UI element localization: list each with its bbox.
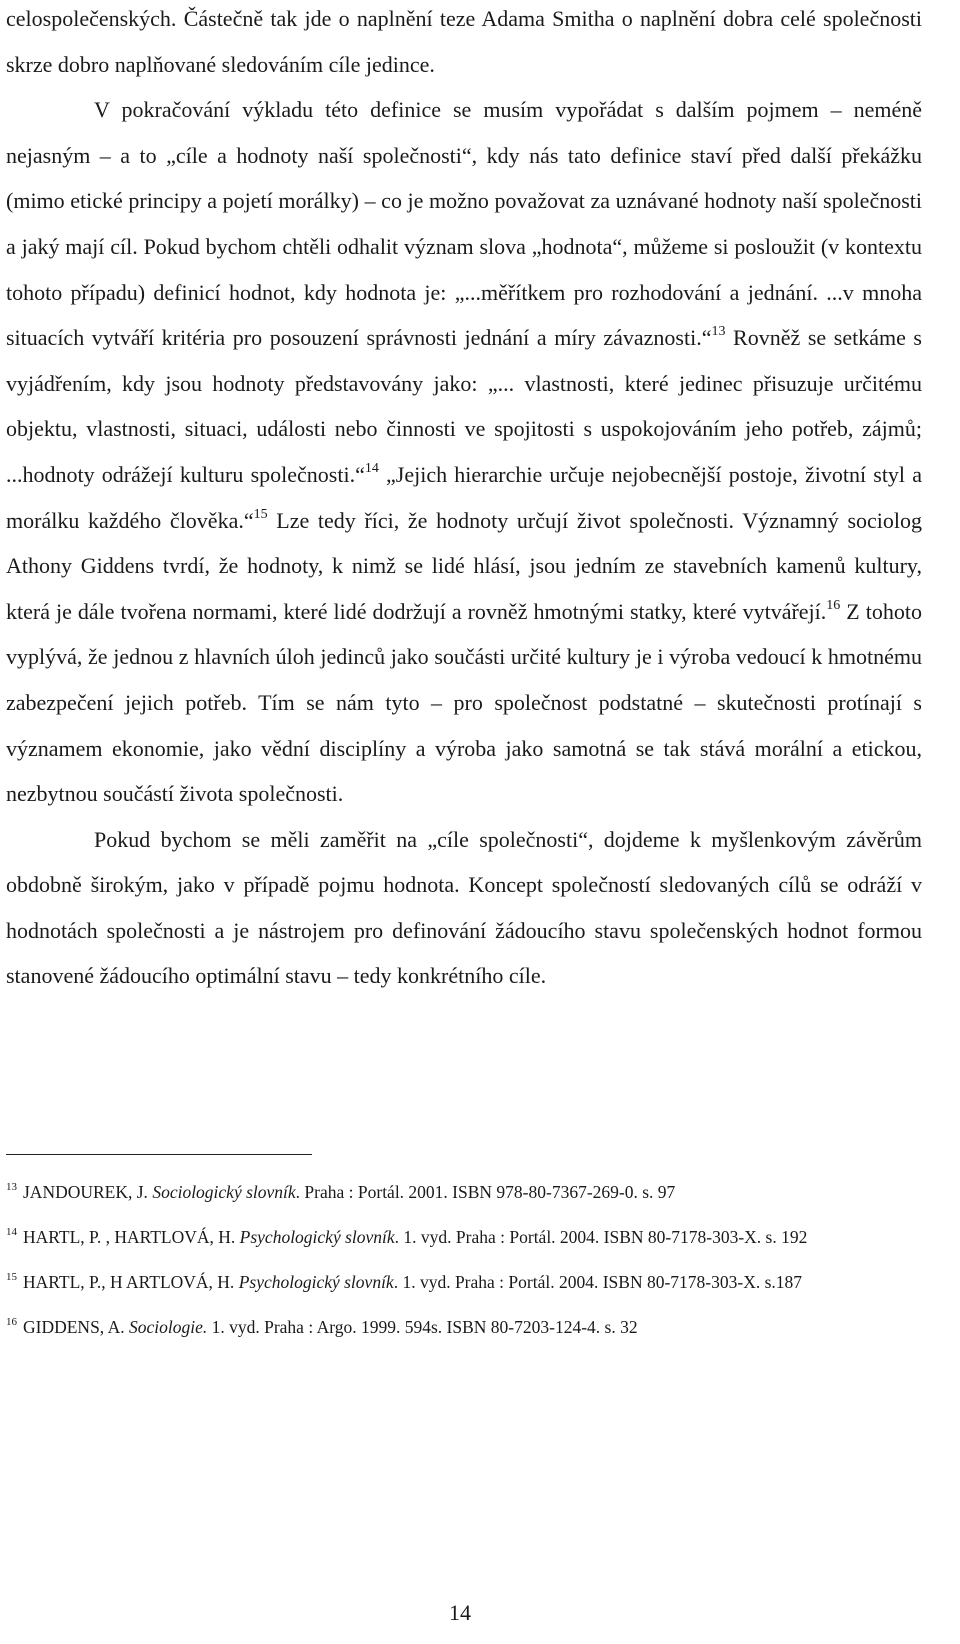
footnote (6, 1315, 922, 1340)
footnote-number: 15 (6, 1271, 17, 1283)
body-text (6, 0, 922, 999)
footnote (6, 1180, 922, 1205)
footnote-author: GIDDENS, A. (23, 1317, 129, 1337)
text-run: „Jejich hierarchie určuje nejobecnější postoje, životní styl a morálku každého člověka.“ (6, 461, 922, 533)
footnote-title: Sociologický slovník (152, 1182, 296, 1202)
footnote-reference: 14 (364, 460, 379, 476)
footnote-author: JANDOUREK, J. (23, 1182, 153, 1202)
page-number: 14 (449, 1600, 471, 1625)
footnote-reference: 13 (711, 324, 726, 340)
footnote (6, 1225, 922, 1250)
footnote-number: 14 (6, 1226, 17, 1238)
footnote-author: HARTL, P., H ARTLOVÁ, H. (23, 1272, 239, 1292)
footnote-details: . 1. vyd. Praha : Portál. 2004. ISBN 80-7178-303-X. s.187 (393, 1272, 803, 1292)
footnote-details: 1. vyd. Praha : Argo. 1999. 594s. ISBN 80-7203-124-4. s. 32 (207, 1317, 638, 1337)
footnote-title: Sociologie. (128, 1317, 208, 1337)
footnote-reference: 15 (253, 506, 268, 522)
text-run: V pokračování výkladu této definice se musím vypořádat s dalším pojmem – neméně nejasným – a to „cíle a hodnoty naší společnosti“, kdy nás tato definice staví před další překážku (mimo etické principy a pojetí morálky) – co je možno považovat za uznávané hodnoty naší společnosti a jaký mají cíl. Pokud bychom chtěli odhalit význam slova „hodnota“, můžeme si posloužit (v kontextu tohoto případu) definicí hodnot, kdy hodnota je: „...měřítkem pro rozhodování a jednání. ...v mnoha situacích vytváří kritéria pro posouzení správnosti jednání a míry závaznosti.“ (6, 97, 922, 351)
paragraph (6, 817, 922, 999)
footnote-details: . Praha : Portál. 2001. ISBN 978-80-7367-269-0. s. 97 (295, 1182, 676, 1202)
footnote (6, 1270, 922, 1295)
text-run: Rovněž se setkáme s vyjádřením, kdy jsou hodnoty představovány jako: „... vlastnosti, které jedinec přisuzuje určitému objektu, vlastnosti, situaci, události nebo činnosti ve spojitosti s uspokojováním jeho potřeb, zájmů; ...hodnoty odrážejí kulturu společnosti.“ (6, 325, 922, 487)
footnote-number: 16 (6, 1316, 17, 1328)
footnote-author: HARTL, P. , HARTLOVÁ, H. (23, 1227, 240, 1247)
footnote-separator (6, 1154, 312, 1155)
paragraph (6, 87, 922, 817)
text-run: Lze tedy říci, že hodnoty určují život společnosti. Významný sociolog Athony Giddens tvrdí, že hodnoty, k nimž se lidé hlásí, jsou jedním ze stavebních kamenů kultury, která je dále tvořena normami, které lidé dodržují a rovněž hmotnými statky, které vytvářejí. (6, 507, 923, 624)
footnote-number: 13 (6, 1181, 17, 1193)
text-run: celospolečenských. Částečně tak jde o naplnění teze Adama Smitha o naplnění dobra celé společnosti skrze dobro naplňované sledováním cíle jedince. (6, 6, 922, 77)
text-run: Z tohoto vyplývá, že jednou z hlavních úloh jedinců jako součásti určité kultury je i výroba vedoucí k hmotnému zabezpečení jejich potřeb. Tím se nám tyto – pro společnost podstatné – skutečnosti protínají s významem ekonomie, jako vědní disciplíny a výroba jako samotná se tak stává morální a etickou, nezbytnou součástí života společnosti. (6, 598, 922, 807)
footnote-title: Psychologický slovník (239, 1227, 395, 1247)
footnote-details: . 1. vyd. Praha : Portál. 2004. ISBN 80-7178-303-X. s. 192 (394, 1227, 808, 1247)
text-run: Pokud bychom se měli zaměřit na „cíle společnosti“, dojdeme k myšlenkovým závěrům obdobně širokým, jako v případě pojmu hodnota. Koncept společností sledovaných cílů se odráží v hodnotách společnosti a je nástrojem pro definování žádoucího stavu společenských hodnot formou stanovené žádoucího optimální stavu – tedy konkrétního cíle. (6, 826, 922, 989)
footnotes (6, 1180, 922, 1360)
footnote-title: Psychologický slovník (238, 1272, 394, 1292)
footnote-reference: 16 (826, 597, 841, 613)
paragraph (6, 0, 922, 87)
